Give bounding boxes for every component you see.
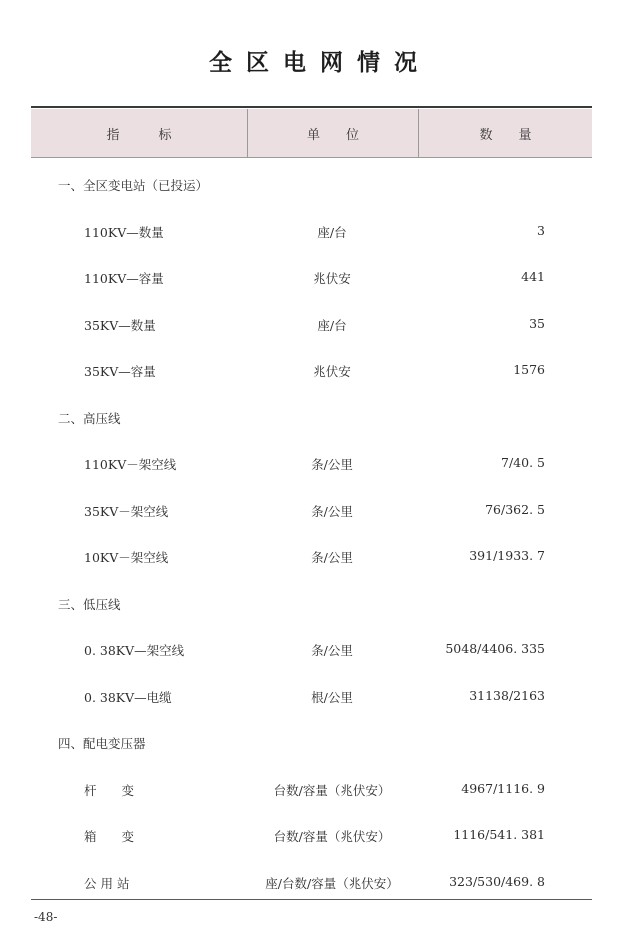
unit-cell: 座/台数/容量（兆伏安） xyxy=(265,875,399,891)
unit-cell: 台数/容量（兆伏安） xyxy=(273,782,391,798)
unit-cell: 条/公里 xyxy=(311,643,353,658)
table-row xyxy=(0,763,640,810)
quantity-cell: 31138/2163 xyxy=(469,687,545,703)
quantity-cell: 35 xyxy=(529,315,545,331)
table-row xyxy=(0,670,640,717)
indicator-cell: 0. 38KV—架空线 xyxy=(84,643,185,658)
indicator-cell: 杆 变 xyxy=(84,782,135,798)
quantity-cell: 4967/1116. 9 xyxy=(461,780,545,796)
page-title: 全区电网情况 xyxy=(209,49,431,76)
unit-cell: 座/台 xyxy=(317,224,347,240)
table-row xyxy=(0,298,640,345)
header-indicator: 指 标 xyxy=(31,109,248,157)
table-header xyxy=(31,109,592,158)
table-row xyxy=(0,344,640,391)
unit-cell: 台数/容量（兆伏安） xyxy=(273,829,391,844)
indicator-cell: 公 用 站 xyxy=(84,875,130,891)
indicator-cell: 10KV－架空线 xyxy=(84,550,169,565)
quantity-cell: 1116/541. 381 xyxy=(453,827,545,842)
section-row xyxy=(0,716,640,763)
indicator-cell: 110KV—数量 xyxy=(84,224,164,240)
section-row xyxy=(0,158,640,205)
section-title: 二、高压线 xyxy=(58,410,121,426)
header-quantity: 数 量 xyxy=(479,127,532,143)
quantity-cell: 5048/4406. 335 xyxy=(445,641,545,656)
indicator-cell: 0. 38KV—电缆 xyxy=(84,689,172,705)
quantity-cell: 7/40. 5 xyxy=(501,455,545,470)
indicator-cell: 箱 变 xyxy=(84,829,135,844)
table-row xyxy=(0,484,640,531)
header-unit: 单 位 xyxy=(248,109,419,157)
table-row xyxy=(0,251,640,298)
unit-cell: 条/公里 xyxy=(311,457,353,472)
quantity-cell: 441 xyxy=(521,269,545,284)
section-title: 四、配电变压器 xyxy=(58,736,146,751)
quantity-cell: 3 xyxy=(537,222,545,238)
page-number: -48- xyxy=(34,910,58,924)
table-row xyxy=(0,623,640,670)
indicator-cell: 110KV－架空线 xyxy=(84,457,177,472)
table-row xyxy=(0,856,640,903)
unit-cell: 兆伏安 xyxy=(313,271,351,286)
table-row xyxy=(0,205,640,252)
unit-cell: 条/公里 xyxy=(311,550,353,565)
table-bottom-rule xyxy=(31,899,592,900)
unit-cell: 条/公里 xyxy=(311,503,353,519)
table-body xyxy=(0,158,640,902)
section-row xyxy=(0,577,640,624)
quantity-cell: 1576 xyxy=(513,362,545,377)
unit-cell: 兆伏安 xyxy=(313,364,351,379)
quantity-cell: 76/362. 5 xyxy=(485,501,545,517)
unit-cell: 根/公里 xyxy=(311,689,353,705)
table-row xyxy=(0,809,640,856)
quantity-cell: 391/1933. 7 xyxy=(469,548,545,563)
section-title: 三、低压线 xyxy=(58,596,121,612)
unit-cell: 座/台 xyxy=(317,317,347,333)
indicator-cell: 35KV－架空线 xyxy=(84,503,169,519)
quantity-cell: 323/530/469. 8 xyxy=(449,873,545,889)
indicator-cell: 35KV—容量 xyxy=(84,364,156,379)
table-top-rule xyxy=(31,106,592,108)
table-row xyxy=(0,437,640,484)
indicator-cell: 35KV—数量 xyxy=(84,317,156,333)
indicator-cell: 110KV—容量 xyxy=(84,271,164,286)
section-row xyxy=(0,391,640,438)
table-row xyxy=(0,530,640,577)
section-title: 一、全区变电站（已投运） xyxy=(58,178,209,193)
